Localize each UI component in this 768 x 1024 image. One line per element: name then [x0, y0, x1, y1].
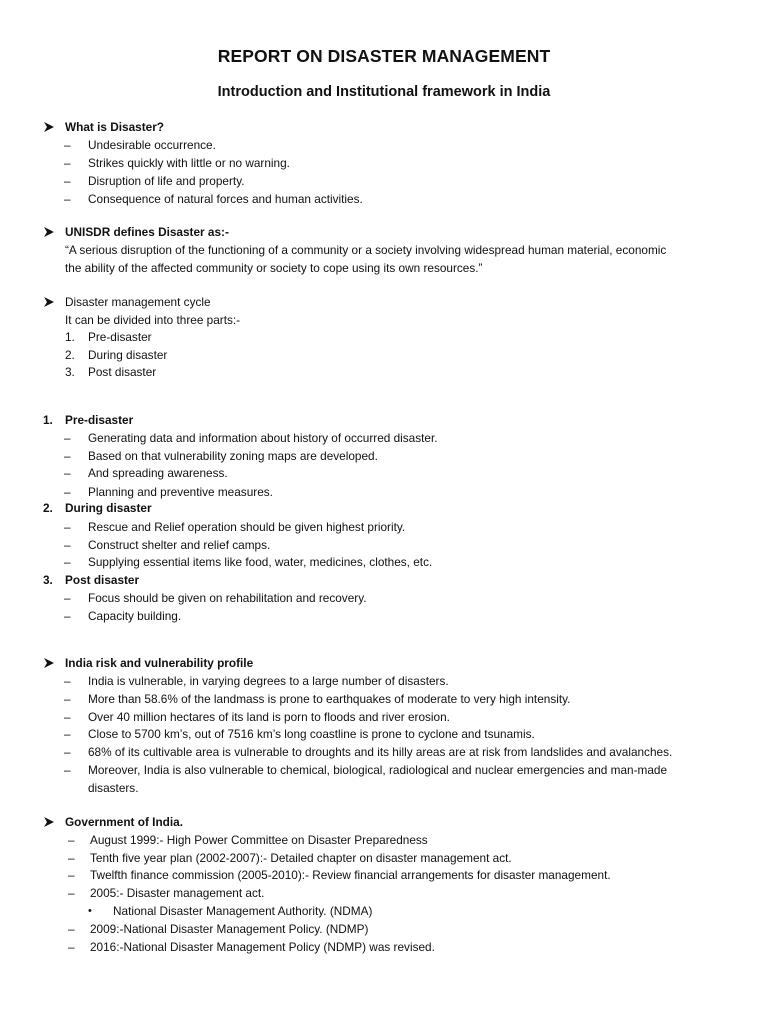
list-item: Consequence of natural forces and human activities. [88, 192, 363, 206]
arrow-bullet-icon [43, 121, 57, 133]
dash-marker: – [68, 868, 75, 882]
arrow-bullet-icon [43, 226, 57, 238]
list-item: Close to 5700 km’s, out of 7516 km’s long coastline is prone to cyclone and tsunamis. [88, 727, 535, 741]
dash-marker: – [64, 192, 71, 206]
dash-marker: – [64, 449, 71, 463]
section-heading: Disaster management cycle [65, 295, 211, 309]
section-intro: It can be divided into three parts:- [65, 313, 241, 327]
list-item: And spreading awareness. [88, 466, 228, 480]
dash-marker: – [64, 609, 71, 623]
dash-marker: – [64, 763, 71, 777]
dash-marker: – [64, 538, 71, 552]
dash-marker: – [64, 727, 71, 741]
dash-marker: – [64, 466, 71, 480]
list-item: Planning and preventive measures. [88, 485, 273, 499]
list-item: Tenth five year plan (2002-2007):- Detailed chapter on disaster management act. [90, 851, 512, 865]
phase-number: 2. [43, 501, 53, 515]
dash-marker: – [68, 886, 75, 900]
sub-list-item: National Disaster Management Authority. (NDMA) [113, 904, 373, 918]
list-item-continuation: disasters. [88, 781, 139, 795]
list-item: During disaster [88, 348, 168, 362]
phase-title: During disaster [65, 501, 152, 515]
dash-marker: – [64, 431, 71, 445]
dash-marker: – [64, 745, 71, 759]
arrow-bullet-icon [43, 296, 57, 308]
dash-marker: – [64, 674, 71, 688]
list-item: 2009:-National Disaster Management Policy. (NDMP) [90, 922, 369, 936]
dash-marker: – [64, 520, 71, 534]
phase-title: Pre-disaster [65, 413, 134, 427]
section-heading: UNISDR defines Disaster as:- [65, 225, 229, 239]
list-item: Based on that vulnerability zoning maps are developed. [88, 449, 378, 463]
arrow-bullet-icon [43, 657, 57, 669]
list-item: Twelfth finance commission (2005-2010):- Review financial arrangements for disaster management. [90, 868, 611, 882]
dash-marker: – [64, 156, 71, 170]
section-heading: Government of India. [65, 815, 183, 829]
list-item: 2016:-National Disaster Management Policy (NDMP) was revised. [90, 940, 435, 954]
dash-marker: – [64, 692, 71, 706]
list-item: India is vulnerable, in varying degrees to a large number of disasters. [88, 674, 449, 688]
list-item: Moreover, India is also vulnerable to chemical, biological, radiological and nuclear emergencies and man-made [88, 763, 668, 777]
dash-marker: – [64, 174, 71, 188]
phase-number: 3. [43, 573, 53, 587]
list-item: Undesirable occurrence. [88, 138, 216, 152]
dash-marker: – [68, 833, 75, 847]
dash-marker: – [64, 485, 71, 499]
phase-title: Post disaster [65, 573, 140, 587]
quote-line: the ability of the affected community or society to cope using its own resources.” [65, 261, 483, 275]
dash-marker: – [64, 710, 71, 724]
list-item: 2005:- Disaster management act. [90, 886, 265, 900]
report-subtitle: Introduction and Institutional framework in India [217, 84, 551, 100]
document-page: REPORT ON DISASTER MANAGEMENT Introduction and Institutional framework in India What is Disaster? – Undesirable occurrence. – Strikes quickly with little or no warning. – Disruption of life and property. – Consequence of natural forces and human activities. UNISDR defines Disaster as:- “A serious disruption of the functioning of a community or a society involving widespread human material, economic the ability of the affected community or society to cope using its own resources.” Disaster management cycle It can be divided into three parts:- 1. Pre-disaster 2. During disaster 3. Post disaster 1. Pre-disaster – Generating data and information about history of occurred disaster. – Based on that vulnerability zoning maps are developed. – And spreading awareness. – Planning and preventive measures. 2. During disaster – Rescue and Relief operation should be given highest priority. – Construct shelter and relief camps. – Supplying essential items like food, water, medicines, clothes, etc. 3. Post disaster – Focus should be given on rehabilitation and recovery. – Capacity building. India risk and vulnerability profile – India is vulnerable, in varying degrees to a large number of disasters. – More than 58.6% of the landmass is prone to earthquakes of moderate to very high intensity. – Over 40 million hectares of its land is porn to floods and river erosion. – Close to 5700 km’s, out of 7516 km’s long coastline is prone to cyclone and tsunamis. – 68% of its cultivable area is vulnerable to droughts and its hilly areas are at risk from landslides and avalanches. – Moreover, India is also vulnerable to chemical, biological, radiological and nuclear emergencies and man-made disasters. Government of India. – August 1999:- High Power Committee on Disaster Preparedness – Tenth five year plan (2002-2007):- Detailed chapter on disaster management act. – Twelfth finance commission (2005-2010):- Review financial arrangements for disaster management. – 2005:- Disaster management act. • National Disaster Management Authority. (NDMA) – 2009:-National Disaster Management Policy. (NDMP) – 2016:-National Disaster Management Policy (NDMP) was revised. [0, 0, 768, 1024]
section-heading: India risk and vulnerability profile [65, 656, 254, 670]
phase-number: 1. [43, 413, 53, 427]
dash-marker: – [64, 555, 71, 569]
list-item: Over 40 million hectares of its land is porn to floods and river erosion. [88, 710, 450, 724]
section-heading: What is Disaster? [65, 120, 164, 134]
list-item: Supplying essential items like food, water, medicines, clothes, etc. [88, 555, 433, 569]
dash-marker: – [68, 851, 75, 865]
dash-marker: – [64, 138, 71, 152]
list-item: 68% of its cultivable area is vulnerable to droughts and its hilly areas are at risk from landslides and avalanches. [88, 745, 673, 759]
dash-marker: – [68, 940, 75, 954]
list-item: Construct shelter and relief camps. [88, 538, 271, 552]
report-title: REPORT ON DISASTER MANAGEMENT [217, 46, 551, 66]
list-item: Capacity building. [88, 609, 182, 623]
list-item: Disruption of life and property. [88, 174, 245, 188]
list-item: August 1999:- High Power Committee on Disaster Preparedness [90, 833, 428, 847]
dash-marker: – [68, 922, 75, 936]
arrow-bullet-icon [43, 816, 57, 828]
list-item: Generating data and information about history of occurred disaster. [88, 431, 438, 445]
list-item: Pre-disaster [88, 330, 152, 344]
dash-marker: – [64, 591, 71, 605]
bullet-marker: • [88, 905, 92, 917]
list-item: More than 58.6% of the landmass is prone to earthquakes of moderate to very high intensity. [88, 692, 571, 706]
list-item: Post disaster [88, 365, 157, 379]
list-item: Focus should be given on rehabilitation and recovery. [88, 591, 367, 605]
quote-line: “A serious disruption of the functioning of a community or a society involving widespread human material, economic [65, 243, 667, 257]
list-item: Strikes quickly with little or no warning. [88, 156, 290, 170]
list-item: Rescue and Relief operation should be given highest priority. [88, 520, 406, 534]
